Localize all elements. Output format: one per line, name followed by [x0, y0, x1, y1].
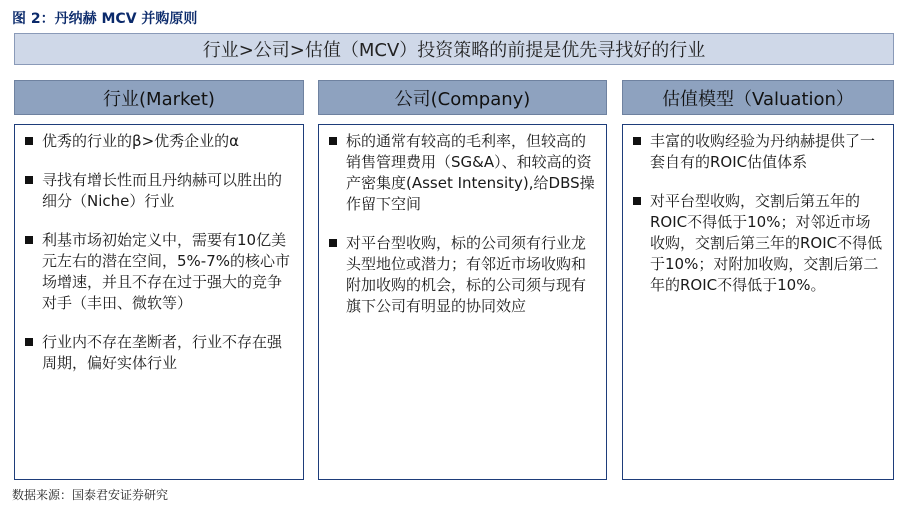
bullet-square-icon [25, 236, 33, 244]
bullet-square-icon [25, 176, 33, 184]
market-header: 行业(Market) [14, 80, 304, 115]
bullet-text: 丰富的收购经验为丹纳赫提供了一套自有的ROIC估值体系 [650, 132, 876, 171]
market-box [14, 124, 304, 480]
bullet-text: 对平台型收购，交割后第五年的ROIC不得低于10%；对邻近市场收购，交割后第三年的ROIC不得低于10%；对附加收购，交割后第二年的ROIC不得低于10%。 [650, 192, 883, 294]
bullet-square-icon [329, 137, 337, 145]
market-bullet [25, 230, 295, 314]
valuation-header: 估值模型（Valuation） [622, 80, 894, 115]
market-bullet [25, 170, 295, 212]
market-bullet [25, 332, 295, 374]
market-bullet [25, 131, 295, 152]
bullet-square-icon [633, 197, 641, 205]
figure-title: 图 2：丹纳赫 MCV 并购原则 [12, 11, 198, 27]
source-note: 数据来源：国泰君安证券研究 [12, 488, 169, 502]
bullet-text: 寻找有增长性而且丹纳赫可以胜出的细分（Niche）行业 [42, 171, 283, 210]
valuation-bullet [633, 131, 885, 173]
bullet-square-icon [633, 137, 641, 145]
valuation-box [622, 124, 894, 480]
bullet-square-icon [25, 338, 33, 346]
bullet-square-icon [329, 239, 337, 247]
company-header: 公司(Company) [318, 80, 607, 115]
bullet-text: 对平台型收购，标的公司须有行业龙头型地位或潜力；有邻近市场收购和附加收购的机会，标的公司须与现有旗下公司有明显的协同效应 [346, 234, 587, 315]
company-bullet [329, 233, 598, 317]
bullet-text: 利基市场初始定义中，需要有10亿美元左右的潜在空间，5%-7%的核心市场增速，并且不存在过于强大的竞争对手（丰田、微软等） [42, 231, 291, 312]
company-bullet [329, 131, 598, 215]
strategy-banner: 行业>公司>估值（MCV）投资策略的前提是优先寻找好的行业 [14, 33, 894, 65]
bullet-square-icon [25, 137, 33, 145]
valuation-bullet [633, 191, 885, 296]
bullet-text: 优秀的行业的β>优秀企业的α [42, 132, 240, 150]
company-box [318, 124, 607, 480]
bullet-text: 行业内不存在垄断者，行业不存在强周期，偏好实体行业 [42, 333, 283, 372]
bullet-text: 标的通常有较高的毛利率，但较高的销售管理费用（SG&A）、和较高的资产密集度(Asset Intensity),给DBS操作留下空间 [346, 132, 595, 213]
